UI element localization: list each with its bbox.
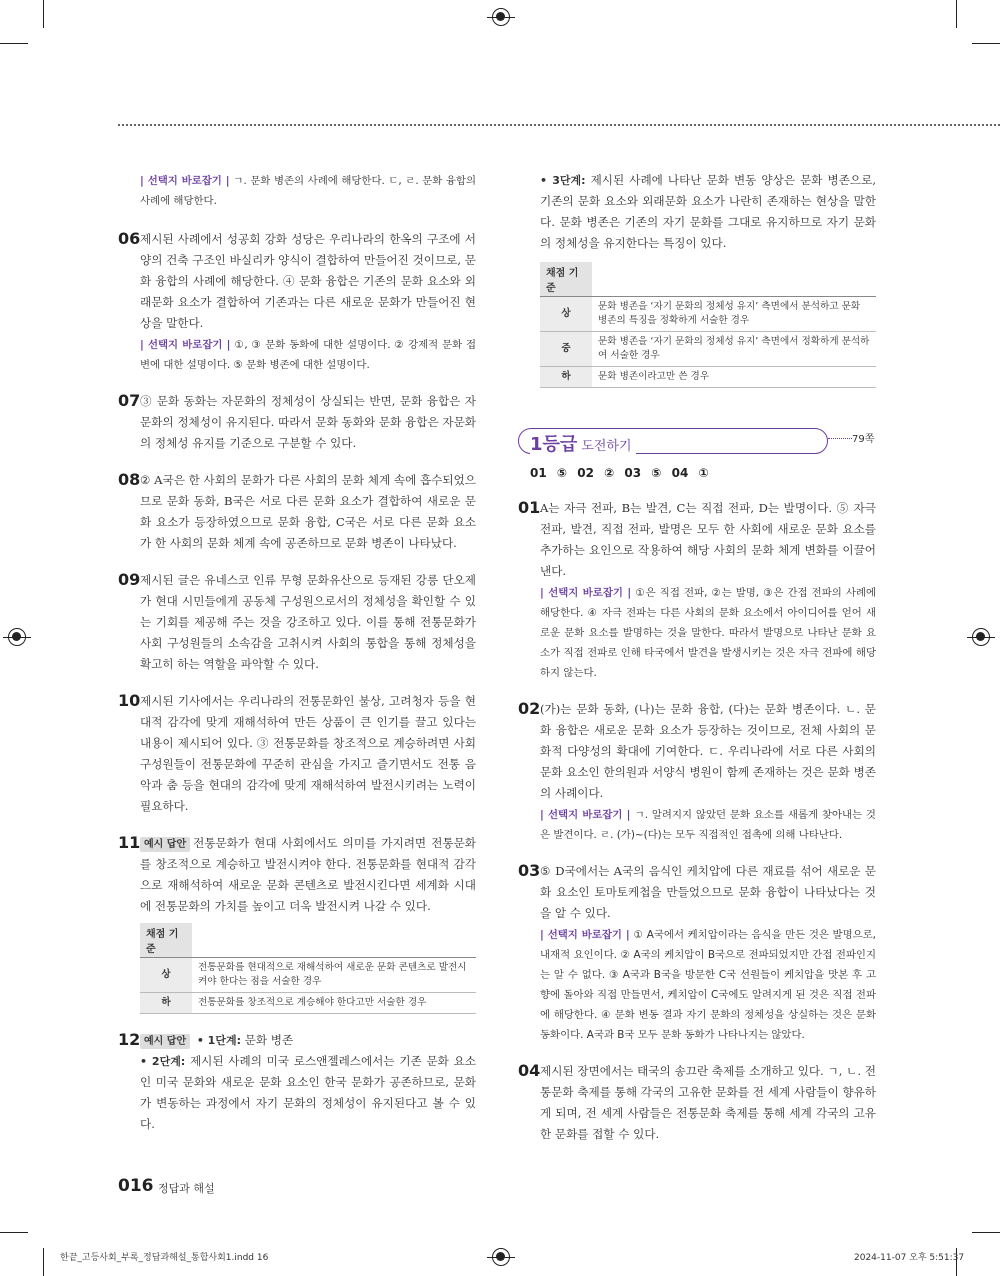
- grade-title-main: 1등급: [530, 434, 578, 455]
- crop-mark: [972, 43, 1000, 44]
- answer-text: ③ 문화 동화는 자문화의 정체성이 상실되는 반면, 문화 융합은 자문화의 정체성이 유지된다. 따라서 문화 동화와 문화 융합은 자문화의 정체성 유지를 기준으로 구분할 수 있다.: [140, 394, 476, 450]
- header-divider: [118, 124, 1000, 126]
- grading-caption: 채점 기준: [140, 923, 192, 958]
- answer-text: ② A국은 한 사회의 문화가 다른 사회의 문화 체계 속에 흡수되었으므로 문화 동화, B국은 서로 다른 문화 요소가 결합하여 새로운 문화 요소가 등장하였으므로 문화 융합, C국은 서로 다른 문화 요소가 한 사회의 문화 체계 속에 공존하므로 문화 병존이 나타났다.: [140, 473, 476, 550]
- grade-desc: 문화 병존이라고만 쓴 경우: [592, 367, 876, 388]
- answer-summary: 01 ⑤ 02 ② 03 ⑤ 04 ①: [530, 466, 709, 480]
- step-text: 문화 병존: [244, 1033, 294, 1047]
- note-text: ① A국에서 케치압이라는 음식을 만든 것은 발명으로, 내재적 요인이다. ② A국의 케치압이 B국으로 전파되었지만 간접 전파인지는 알 수 없다. ③ A국과 B국을 방문한 C국 선원들이 케치압을 맛본 후 고향에 돌아와 직접 만들면서, 케치압이 C국에도 알려지게 된 것은 직접 전파에 해당한다. ④ 문화 변동 결과 자기 문화의 정체성을 상실하는 것은 문화 동화이다. A국과 B국 모두 문화 동화가 나타나지는 않았다.: [540, 929, 876, 1041]
- crop-mark: [0, 1232, 28, 1233]
- answer-12: [118, 1030, 476, 1135]
- answer-11: [118, 833, 476, 1014]
- right-column: [518, 170, 876, 1161]
- step-label: • 3단계:: [540, 174, 586, 187]
- step-text: 제시된 사례에 나타난 문화 변동 양상은 문화 병존으로, 기존의 문화 요소와 외래문화 요소가 나란히 존재하는 현상을 말한다. 문화 병존은 기존의 자기 문화를 그대로 유지하므로 자기 문화의 정체성을 유지한다는 특징이 있다.: [540, 173, 877, 250]
- question-number: 06: [118, 229, 141, 248]
- step-label: • 2단계:: [140, 1055, 186, 1068]
- answer-text: ⑤ D국에서는 A국의 음식인 케치압에 다른 재료를 섞어 새로운 문화 요소인 토마토케첩을 만들었으므로 문화 융합이 나타났다는 것을 알 수 있다.: [540, 864, 876, 920]
- grade-desc: 문화 병존을 ‘자기 문화의 정체성 유지’ 측면에서 정확하게 분석하여 서술한 경우: [592, 332, 876, 367]
- example-answer-tag: 예시 답안: [140, 837, 190, 852]
- answer-10: [118, 691, 476, 817]
- answer-text: (가)는 문화 동화, (나)는 문화 융합, (다)는 문화 병존이다. ㄴ. 문화 융합은 새로운 문화 요소가 등장하는 것이므로, 전체 사회의 문화적 다양성의 확대에 기여한다. ㄷ. 우리나라에 서로 다른 사회의 문화 요소인 한의원과 서양식 병원이 함께 존재하는 것은 문화 병존의 사례이다.: [540, 702, 876, 800]
- answer-text: 제시된 글은 유네스코 인류 무형 문화유산으로 등재된 강릉 단오제가 현대 시민들에게 공동체 구성원으로서의 정체성을 확인할 수 있는 기회를 제공해 주는 것을 강조하고 있다. 이를 통해 전통문화가 사회 구성원들의 소속감을 고취시켜 사회의 통합을 통해 정체성을 확고히 하는 역할을 파악할 수 있다.: [140, 573, 476, 671]
- example-answer-tag: 예시 답안: [140, 1034, 190, 1049]
- registration-mark-icon: [8, 628, 26, 646]
- note-label: | 선택지 바로잡기: [540, 929, 622, 941]
- table-row: [540, 297, 876, 332]
- grade-answer-03: 03 ⑤ D국에서는 A국의 음식인 케치압에 다른 재료를 섞어 새로운 문화 요소인 토마토케첩을 만들었으므로 문화 융합이 나타났다는 것을 알 수 있다. | 선택지 바로잡기 | ① A국에서 케치압이라는 음식을 만든 것은 발명으로, 내재적 요인이다. ② A국의 케치압이 B국으로 전파되었지만 간접 전파인지는 알 수 없다. ③ A국과 B국을 방문한 C국 선원들이 케치압을 맛본 후 고향에 돌아와 직접 만들면서, 케치압이 C국에도 알려지게 된 것은 직접 전파에 해당한다. ④ 문화 변동 결과 자기 문화의 정체성을 상실하는 것은 문화 동화이다. A국과 B국 모두 문화 동화가 나타나지는 않았다.: [518, 861, 876, 1045]
- left-column: [118, 170, 476, 1151]
- answer-06: 06 제시된 사례에서 성공회 강화 성당은 우리나라의 한옥의 구조에 서양의 건축 구조인 바실리카 양식이 결합하여 만들어진 것이므로, 문화 융합의 사례에 해당한다. ④ 문화 융합은 기존의 문화 요소와 외래문화 요소가 결합하여 기존과는 다른 새로운 문화가 만들어진 현상을 말한다. | 선택지 바로잡기 | ①, ③ 문화 동화에 대한 설명이다. ② 강제적 문화 접변에 대한 설명이다. ⑤ 문화 병존에 대한 설명이다.: [118, 229, 476, 375]
- footer-label: 정답과 해설: [158, 1182, 215, 1195]
- table-row: [140, 958, 476, 993]
- answer-08: [118, 470, 476, 554]
- table-row: [540, 367, 876, 388]
- leader-line: [828, 438, 852, 439]
- question-number: 04: [518, 1061, 541, 1080]
- print-slug-file: 한끝_고등사회_부록_정답과해설_통합사회1.indd 16: [60, 1253, 269, 1263]
- grade-level: 상: [140, 958, 192, 993]
- note-label: | 선택지 바로잡기: [140, 175, 222, 187]
- registration-mark-icon: [492, 8, 510, 26]
- note-label: | 선택지 바로잡기: [540, 809, 622, 821]
- grade-title: [530, 430, 636, 456]
- grade-answer-04: [518, 1061, 876, 1145]
- note-text: ㄱ. 알려지지 않았던 문화 요소를 새롭게 찾아내는 것은 발견이다. ㄹ. (가)~(다)는 모두 직접적인 접촉에 의해 나타난다.: [540, 809, 876, 841]
- answer-09: [118, 570, 476, 675]
- question-number: 11: [118, 833, 141, 852]
- question-number: 09: [118, 570, 141, 589]
- note-label: | 선택지 바로잡기: [540, 587, 623, 599]
- grade-level: 상: [540, 297, 592, 332]
- page-reference: 79쪽: [852, 434, 875, 445]
- grading-block: [518, 262, 876, 388]
- question-number: 03: [518, 861, 541, 880]
- answer-text: 전통문화가 현대 사회에서도 의미를 가지려면 전통문화를 창조적으로 계승하고 발전시켜야 한다. 전통문화를 현대적 감각으로 재해석하여 새로운 문화 콘텐츠로 발전시킨다면 세계화 시대에 전통문화의 가치를 높이고 더욱 발전시켜 나갈 수 있다.: [140, 836, 476, 913]
- grade-desc: 전통문화를 현대적으로 재해석하여 새로운 문화 콘텐츠로 발전시켜야 한다는 점을 서술한 경우: [192, 958, 476, 993]
- question-number: 01: [518, 498, 541, 517]
- grade-level: 하: [540, 367, 592, 388]
- crop-mark: [43, 1248, 44, 1276]
- table-row: [140, 993, 476, 1014]
- question-number: 07: [118, 391, 141, 410]
- grade-level: 중: [540, 332, 592, 367]
- page-number: 016: [118, 1176, 154, 1196]
- registration-mark-icon: [492, 1248, 510, 1266]
- question-number: 12: [118, 1030, 141, 1049]
- grade-desc: 문화 병존을 ‘자기 문화의 정체성 유지’ 측면에서 분석하고 문화 병존의 특징을 정확하게 서술한 경우: [592, 297, 876, 332]
- grading-table: [540, 262, 876, 388]
- note-text: ①, ③ 문화 동화에 대한 설명이다. ② 강제적 문화 접변에 대한 설명이다. ⑤ 문화 병존에 대한 설명이다.: [140, 339, 476, 371]
- answer-12-step3: [518, 170, 876, 254]
- answer-text: A는 자극 전파, B는 발견, C는 직접 전파, D는 발명이다. ⑤ 자극 전파, 발견, 직접 전파, 발명은 모두 한 사회에 새로운 문화 요소를 추가하는 요인으로 작용하여 해당 사회의 문화 체계 변화를 이끌어 낸다.: [540, 501, 876, 578]
- crop-mark: [43, 0, 44, 28]
- crop-mark: [956, 0, 957, 28]
- crop-mark: [972, 1232, 1000, 1233]
- table-row: [540, 332, 876, 367]
- grading-table: [140, 923, 476, 1014]
- step-label: • 1단계:: [196, 1034, 241, 1047]
- registration-mark-icon: [972, 628, 990, 646]
- grade-answer-02: 02 (가)는 문화 동화, (나)는 문화 융합, (다)는 문화 병존이다. ㄴ. 문화 융합은 새로운 문화 요소가 등장하는 것이므로, 전체 사회의 문화적 다양성의 확대에 기여한다. ㄷ. 우리나라에 서로 다른 사회의 문화 요소인 한의원과 서양식 병원이 함께 존재하는 것은 문화 병존의 사례이다. | 선택지 바로잡기 | ㄱ. 알려지지 않았던 문화 요소를 새롭게 찾아내는 것은 발견이다. ㄹ. (가)~(다)는 모두 직접적인 접촉에 의해 나타난다.: [518, 699, 876, 845]
- grade-level: 하: [140, 993, 192, 1014]
- note-label: | 선택지 바로잡기: [140, 339, 222, 351]
- answer-text: 제시된 장면에서는 태국의 송끄란 축제를 소개하고 있다. ㄱ, ㄴ. 전통문화 축제를 통해 각국의 고유한 문화를 전 세계 사람들이 향유하게 되며, 전 세계 사람들은 전통문화 축제를 통해 세계 각국의 고유한 문화를 접할 수 있다.: [540, 1064, 876, 1141]
- answer-text: 제시된 기사에서는 우리나라의 전통문화인 불상, 고려청자 등을 현대적 감각에 맞게 재해석하여 만든 상품이 큰 인기를 끌고 있다는 내용이 제시되어 있다. ③ 전통문화를 창조적으로 계승하려면 사회 구성원들이 전통문화에 꾸준히 관심을 가지고 즐기면서도 전통 음악과 춤 등을 현대의 감각에 맞게 재해석하여 발전시키려는 노력이 필요하다.: [140, 694, 476, 813]
- answer-07: [118, 391, 476, 454]
- grading-caption: 채점 기준: [540, 262, 592, 297]
- step-text: 제시된 사례의 미국 로스앤젤레스에서는 기존 문화 요소인 미국 문화와 새로운 문화 요소인 한국 문화가 공존하므로, 문화가 변동하는 과정에서 자기 문화의 정체성이 유지된다고 볼 수 있다.: [140, 1054, 476, 1131]
- answer-text: 제시된 사례에서 성공회 강화 성당은 우리나라의 한옥의 구조에 서양의 건축 구조인 바실리카 양식이 결합하여 만들어진 것이므로, 문화 융합의 사례에 해당한다. ④ 문화 융합은 기존의 문화 요소와 외래문화 요소가 결합하여 기존과는 다른 새로운 문화가 만들어진 현상을 말한다.: [140, 232, 476, 330]
- question-number: 08: [118, 470, 141, 489]
- grade-challenge-section: [518, 428, 876, 488]
- grade-desc: 전통문화를 창조적으로 계승해야 한다고만 서술한 경우: [192, 993, 476, 1014]
- note-text: ①은 직접 전파, ②는 발명, ③은 간접 전파의 사례에 해당한다. ④ 자극 전파는 다른 사회의 문화 요소에서 아이디어를 얻어 새로운 문화 요소를 발명하는 것을 말한다. 따라서 발명으로 나타난 문화 요소가 직접 전파로 인해 타국에서 발견을 발생시키는 것은 자극 전파에 해당하지 않는다.: [540, 587, 876, 679]
- question-number: 02: [518, 699, 541, 718]
- question-number: 10: [118, 691, 141, 710]
- crop-mark: [0, 43, 28, 44]
- grade-answer-01: 01 A는 자극 전파, B는 발견, C는 직접 전파, D는 발명이다. ⑤ 자극 전파, 발견, 직접 전파, 발명은 모두 한 사회에 새로운 문화 요소를 추가하는 요인으로 작용하여 해당 사회의 문화 체계 변화를 이끌어 낸다. | 선택지 바로잡기 | ①은 직접 전파, ②는 발명, ③은 간접 전파의 사례에 해당한다. ④ 자극 전파는 다른 사회의 문화 요소에서 아이디어를 얻어 새로운 문화 요소를 발명하는 것을 말한다. 따라서 발명으로 나타난 문화 요소가 직접 전파로 인해 타국에서 발견을 발생시키는 것은 자극 전파에 해당하지 않는다.: [518, 498, 876, 683]
- pre-note: | 선택지 바로잡기 | ㄱ. 문화 병존의 사례에 해당한다. ㄷ, ㄹ. 문화 융합의 사례에 해당한다.: [118, 171, 476, 211]
- note-text: ㄱ. 문화 병존의 사례에 해당한다. ㄷ, ㄹ. 문화 융합의 사례에 해당한다.: [140, 175, 476, 207]
- grade-subtitle: 도전하기: [581, 439, 632, 454]
- print-slug-timestamp: 2024-11-07 오후 5:51:37: [854, 1253, 965, 1263]
